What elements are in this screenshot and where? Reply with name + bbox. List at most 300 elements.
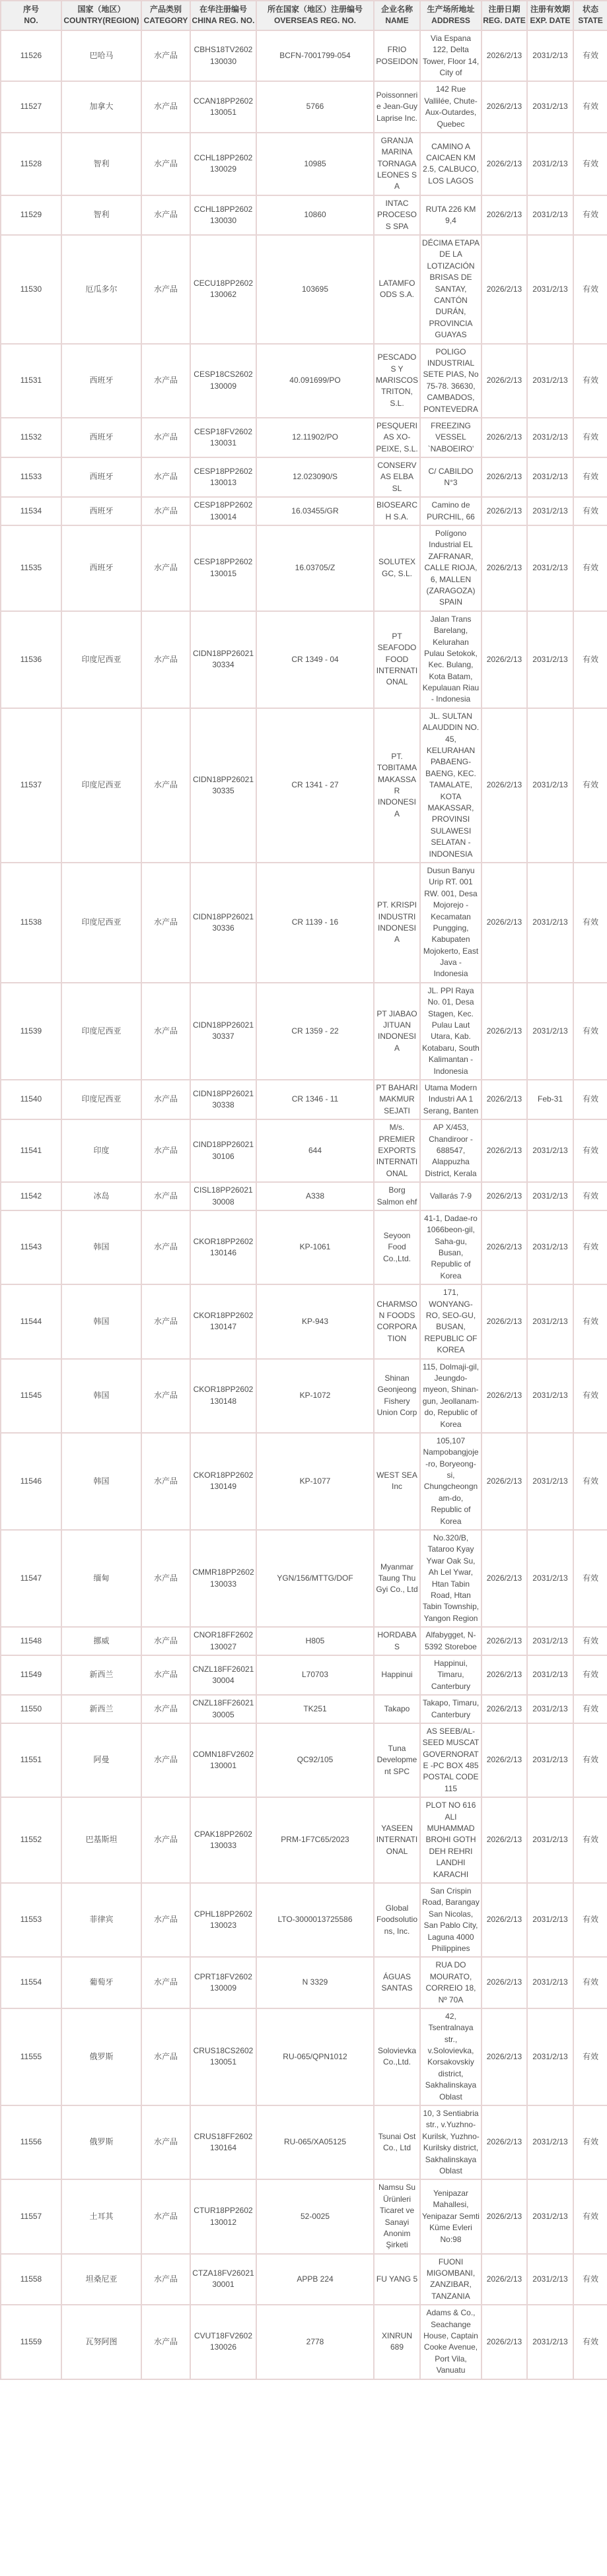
cell-category: 水产品	[141, 81, 190, 133]
cell-exp-date: Feb-31	[527, 1080, 573, 1119]
cell-no: 11558	[1, 2254, 61, 2305]
cell-no: 11533	[1, 457, 61, 497]
cell-exp-date: 2031/2/13	[527, 1723, 573, 1797]
cell-state: 有效	[573, 344, 607, 418]
cell-country: 巴基斯坦	[61, 1797, 141, 1883]
cell-address: FUONI MIGOMBANI, ZANZIBAR, TANZANIA	[420, 2254, 482, 2305]
cell-exp-date: 2031/2/13	[527, 30, 573, 82]
table-row	[1, 525, 607, 611]
cell-exp-date: 2031/2/13	[527, 1530, 573, 1627]
cell-country: 西班牙	[61, 457, 141, 497]
table-row	[1, 1883, 607, 1957]
cell-country: 加拿大	[61, 81, 141, 133]
cell-exp-date: 2031/2/13	[527, 1359, 573, 1433]
cell-reg-date: 2026/2/13	[482, 235, 527, 344]
cell-reg-date: 2026/2/13	[482, 418, 527, 457]
cell-country: 俄罗斯	[61, 2008, 141, 2105]
cell-name: ÁGUAS SANTAS	[374, 1957, 420, 2008]
cell-state: 有效	[573, 2254, 607, 2305]
cell-category: 水产品	[141, 1182, 190, 1210]
cell-address: 42, Tsentralnaya str., v.Solovievka, Korsakovskiy district, Sakhalinskaya Oblast	[420, 2008, 482, 2105]
cell-china-reg-no: CESP18CS2602130009	[190, 344, 256, 418]
cell-category: 水产品	[141, 1723, 190, 1797]
cell-country: 阿曼	[61, 1723, 141, 1797]
cell-china-reg-no: CKOR18PP2602130149	[190, 1433, 256, 1530]
cell-no: 11545	[1, 1359, 61, 1433]
cell-exp-date: 2031/2/13	[527, 81, 573, 133]
cell-state: 有效	[573, 2305, 607, 2379]
cell-exp-date: 2031/2/13	[527, 1210, 573, 1284]
cell-state: 有效	[573, 1530, 607, 1627]
cell-reg-date: 2026/2/13	[482, 195, 527, 235]
cell-exp-date: 2031/2/13	[527, 195, 573, 235]
cell-address: Utama Modern Industri AA 1 Serang, Banten	[420, 1080, 482, 1119]
cell-no: 11555	[1, 2008, 61, 2105]
cell-overseas-reg-no: 5766	[256, 81, 374, 133]
cell-exp-date: 2031/2/13	[527, 1797, 573, 1883]
header-overseas-reg-no-en: OVERSEAS REG. NO.	[273, 16, 357, 26]
table-row	[1, 133, 607, 195]
cell-overseas-reg-no: APPB 224	[256, 2254, 374, 2305]
cell-address: Adams & Co., Seachange House, Captain Cooke Avenue, Port Vila, Vanuatu	[420, 2305, 482, 2379]
cell-exp-date: 2031/2/13	[527, 344, 573, 418]
cell-state: 有效	[573, 708, 607, 863]
cell-country: 坦桑尼亚	[61, 2254, 141, 2305]
cell-state: 有效	[573, 418, 607, 457]
cell-name: WEST SEA Inc	[374, 1433, 420, 1530]
cell-overseas-reg-no: L70703	[256, 1655, 374, 1695]
cell-category: 水产品	[141, 1433, 190, 1530]
cell-name: PT SEAFODO FOOD INTERNATIONAL	[374, 611, 420, 708]
cell-exp-date: 2031/2/13	[527, 525, 573, 611]
cell-state: 有效	[573, 457, 607, 497]
cell-category: 水产品	[141, 133, 190, 195]
header-country-zh: 国家（地区）	[77, 5, 125, 14]
cell-state: 有效	[573, 1695, 607, 1723]
table-row	[1, 30, 607, 82]
cell-china-reg-no: CIDN18PP2602130334	[190, 611, 256, 708]
cell-no: 11553	[1, 1883, 61, 1957]
cell-state: 有效	[573, 133, 607, 195]
cell-china-reg-no: CISL18PP2602130008	[190, 1182, 256, 1210]
header-category-en: CATEGORY	[143, 16, 188, 26]
cell-china-reg-no: CPRT18FV2602130009	[190, 1957, 256, 2008]
cell-exp-date: 2031/2/13	[527, 1433, 573, 1530]
header-address-en: ADDRESS	[431, 16, 470, 26]
header-name	[374, 1, 420, 30]
cell-address: San Crispin Road, Barangay San Nicolas, San Pablo City, Laguna 4000 Philippines	[420, 1883, 482, 1957]
table-row	[1, 1080, 607, 1119]
cell-category: 水产品	[141, 1695, 190, 1723]
table-row	[1, 235, 607, 344]
table-row	[1, 457, 607, 497]
cell-reg-date: 2026/2/13	[482, 1080, 527, 1119]
cell-address: 115, Dolmaji-gil, Jeungdo-myeon, Shinan-gun, Jeollanam-do, Republic of Korea	[420, 1359, 482, 1433]
cell-china-reg-no: CRUS18CS2602130051	[190, 2008, 256, 2105]
cell-state: 有效	[573, 30, 607, 82]
cell-name: Borg Salmon ehf	[374, 1182, 420, 1210]
cell-name: Seyoon Food Co.,Ltd.	[374, 1210, 420, 1284]
header-exp-date-en: EXP. DATE	[530, 16, 571, 26]
cell-country: 印度	[61, 1119, 141, 1182]
cell-overseas-reg-no: CR 1139 - 16	[256, 863, 374, 983]
table-row	[1, 1797, 607, 1883]
cell-name: INTAC PROCESOS SPA	[374, 195, 420, 235]
header-category-zh: 产品类别	[149, 5, 182, 14]
cell-state: 有效	[573, 983, 607, 1080]
cell-exp-date: 2031/2/13	[527, 1957, 573, 2008]
cell-state: 有效	[573, 497, 607, 525]
cell-china-reg-no: CMMR18PP2602130033	[190, 1530, 256, 1627]
cell-state: 有效	[573, 1655, 607, 1695]
cell-state: 有效	[573, 2008, 607, 2105]
cell-overseas-reg-no: KP-1072	[256, 1359, 374, 1433]
cell-no: 11547	[1, 1530, 61, 1627]
cell-no: 11531	[1, 344, 61, 418]
cell-no: 11548	[1, 1627, 61, 1655]
cell-state: 有效	[573, 1284, 607, 1358]
cell-exp-date: 2031/2/13	[527, 133, 573, 195]
table-row	[1, 1530, 607, 1627]
cell-china-reg-no: CIDN18PP2602130338	[190, 1080, 256, 1119]
cell-china-reg-no: CIDN18PP2602130336	[190, 863, 256, 983]
header-country-en: COUNTRY(REGION)	[63, 16, 139, 26]
cell-category: 水产品	[141, 708, 190, 863]
cell-exp-date: 2031/2/13	[527, 1119, 573, 1182]
header-china-reg-no-zh: 在华注册编号	[199, 5, 247, 14]
cell-overseas-reg-no: BCFN-7001799-054	[256, 30, 374, 82]
cell-reg-date: 2026/2/13	[482, 525, 527, 611]
table-row	[1, 1627, 607, 1655]
cell-country: 西班牙	[61, 525, 141, 611]
cell-overseas-reg-no: CR 1341 - 27	[256, 708, 374, 863]
cell-address: RUA DO MOURATO, CORREIO 18, Nº 70A	[420, 1957, 482, 2008]
cell-overseas-reg-no: RU-065/XA05125	[256, 2105, 374, 2179]
cell-no: 11543	[1, 1210, 61, 1284]
cell-reg-date: 2026/2/13	[482, 30, 527, 82]
cell-country: 瓦努阿图	[61, 2305, 141, 2379]
cell-overseas-reg-no: KP-943	[256, 1284, 374, 1358]
cell-address: Vallarás 7-9	[420, 1182, 482, 1210]
cell-no: 11534	[1, 497, 61, 525]
cell-overseas-reg-no: TK251	[256, 1695, 374, 1723]
cell-overseas-reg-no: PRM-1F7C65/2023	[256, 1797, 374, 1883]
header-overseas-reg-no-zh: 所在国家（地区）注册编号	[267, 5, 363, 14]
cell-country: 韩国	[61, 1210, 141, 1284]
cell-name: Happinui	[374, 1655, 420, 1695]
cell-state: 有效	[573, 1119, 607, 1182]
cell-address: DÉCIMA ETAPA DE LA LOTIZACIÓN BRISAS DE SANTAY, CANTÓN DURÁN, PROVINCIA GUAYAS	[420, 235, 482, 344]
cell-overseas-reg-no: 2778	[256, 2305, 374, 2379]
cell-name: PT. TOBITAMA MAKASSAR INDONESIA	[374, 708, 420, 863]
cell-no: 11532	[1, 418, 61, 457]
header-reg-date-zh: 注册日期	[488, 5, 520, 14]
cell-no: 11556	[1, 2105, 61, 2179]
cell-reg-date: 2026/2/13	[482, 1284, 527, 1358]
cell-overseas-reg-no: LTO-3000013725586	[256, 1883, 374, 1957]
cell-country: 新西兰	[61, 1695, 141, 1723]
cell-no: 11530	[1, 235, 61, 344]
cell-state: 有效	[573, 2179, 607, 2253]
cell-no: 11552	[1, 1797, 61, 1883]
cell-reg-date: 2026/2/13	[482, 2305, 527, 2379]
cell-category: 水产品	[141, 1627, 190, 1655]
cell-address: 105,107 Nampobangjoje-ro, Boryeong-si, Chungcheongnam-do, Republic of Korea	[420, 1433, 482, 1530]
header-china-reg-no-en: CHINA REG. NO.	[192, 16, 255, 26]
cell-reg-date: 2026/2/13	[482, 1883, 527, 1957]
cell-state: 有效	[573, 235, 607, 344]
cell-china-reg-no: CNZL18FF2602130004	[190, 1655, 256, 1695]
cell-no: 11526	[1, 30, 61, 82]
cell-overseas-reg-no: KP-1077	[256, 1433, 374, 1530]
table-row	[1, 1695, 607, 1723]
table-row	[1, 497, 607, 525]
cell-overseas-reg-no: CR 1359 - 22	[256, 983, 374, 1080]
cell-china-reg-no: CCHL18PP2602130030	[190, 195, 256, 235]
cell-exp-date: 2031/2/13	[527, 457, 573, 497]
header-address	[420, 1, 482, 30]
header-category	[141, 1, 190, 30]
cell-china-reg-no: CCHL18PP2602130029	[190, 133, 256, 195]
cell-name: PESCADOS Y MARISCOS TRITON, S.L.	[374, 344, 420, 418]
cell-exp-date: 2031/2/13	[527, 1883, 573, 1957]
cell-reg-date: 2026/2/13	[482, 1627, 527, 1655]
cell-address: Yenipazar Mahallesi, Yenipazar Semti Küme Evleri No:98	[420, 2179, 482, 2253]
cell-country: 厄瓜多尔	[61, 235, 141, 344]
cell-exp-date: 2031/2/13	[527, 2105, 573, 2179]
cell-country: 印度尼西亚	[61, 611, 141, 708]
cell-address: Happinui, Timaru, Canterbury	[420, 1655, 482, 1695]
header-state	[573, 1, 607, 30]
cell-china-reg-no: CIDN18PP2602130337	[190, 983, 256, 1080]
cell-category: 水产品	[141, 1119, 190, 1182]
cell-no: 11541	[1, 1119, 61, 1182]
cell-country: 印度尼西亚	[61, 863, 141, 983]
cell-overseas-reg-no: 52-0025	[256, 2179, 374, 2253]
cell-overseas-reg-no: YGN/156/MTTG/DOF	[256, 1530, 374, 1627]
cell-category: 水产品	[141, 2179, 190, 2253]
cell-no: 11550	[1, 1695, 61, 1723]
cell-reg-date: 2026/2/13	[482, 1797, 527, 1883]
cell-overseas-reg-no: 16.03705/Z	[256, 525, 374, 611]
table-row	[1, 344, 607, 418]
cell-state: 有效	[573, 1627, 607, 1655]
cell-name: Poissonnerie Jean-Guy Laprise Inc.	[374, 81, 420, 133]
cell-china-reg-no: CTZA18FV2602130001	[190, 2254, 256, 2305]
cell-country: 冰岛	[61, 1182, 141, 1210]
header-state-en: STATE	[578, 16, 603, 26]
cell-reg-date: 2026/2/13	[482, 497, 527, 525]
cell-reg-date: 2026/2/13	[482, 983, 527, 1080]
cell-category: 水产品	[141, 235, 190, 344]
cell-country: 西班牙	[61, 344, 141, 418]
cell-address: POLIGO INDUSTRIAL SETE PIAS, No 75-78. 36630, CAMBADOS, PONTEVEDRA	[420, 344, 482, 418]
cell-address: Polígono Industrial EL ZAFRANAR, CALLE RIOJA, 6, MALLEN (ZARAGOZA) SPAIN	[420, 525, 482, 611]
cell-no: 11537	[1, 708, 61, 863]
cell-reg-date: 2026/2/13	[482, 2008, 527, 2105]
cell-overseas-reg-no: 12.023090/S	[256, 457, 374, 497]
cell-exp-date: 2031/2/13	[527, 2008, 573, 2105]
cell-china-reg-no: CCAN18PP2602130051	[190, 81, 256, 133]
cell-overseas-reg-no: 12.11902/PO	[256, 418, 374, 457]
cell-reg-date: 2026/2/13	[482, 81, 527, 133]
header-overseas-reg-no	[256, 1, 374, 30]
cell-no: 11535	[1, 525, 61, 611]
cell-category: 水产品	[141, 1080, 190, 1119]
cell-category: 水产品	[141, 1359, 190, 1433]
cell-country: 西班牙	[61, 418, 141, 457]
cell-reg-date: 2026/2/13	[482, 1433, 527, 1530]
cell-reg-date: 2026/2/13	[482, 863, 527, 983]
cell-category: 水产品	[141, 611, 190, 708]
cell-name: HORDABAS	[374, 1627, 420, 1655]
cell-no: 11540	[1, 1080, 61, 1119]
table-row	[1, 2305, 607, 2379]
cell-no: 11536	[1, 611, 61, 708]
cell-state: 有效	[573, 611, 607, 708]
cell-china-reg-no: CKOR18PP2602130147	[190, 1284, 256, 1358]
cell-name: Global Foodsolutions, Inc.	[374, 1883, 420, 1957]
table-row	[1, 863, 607, 983]
cell-state: 有效	[573, 1723, 607, 1797]
cell-country: 巴哈马	[61, 30, 141, 82]
header-reg-date-en: REG. DATE	[483, 16, 526, 26]
table-row	[1, 1359, 607, 1433]
cell-address: CAMINO A CAICAEN KM 2.5, CALBUCO, LOS LAGOS	[420, 133, 482, 195]
cell-exp-date: 2031/2/13	[527, 418, 573, 457]
cell-country: 西班牙	[61, 497, 141, 525]
cell-exp-date: 2031/2/13	[527, 1655, 573, 1695]
cell-state: 有效	[573, 1080, 607, 1119]
cell-overseas-reg-no: A338	[256, 1182, 374, 1210]
cell-category: 水产品	[141, 30, 190, 82]
cell-reg-date: 2026/2/13	[482, 1723, 527, 1797]
cell-reg-date: 2026/2/13	[482, 708, 527, 863]
header-country	[61, 1, 141, 30]
table-row	[1, 2105, 607, 2179]
cell-name: PT BAHARI MAKMUR SEJATI	[374, 1080, 420, 1119]
cell-country: 菲律宾	[61, 1883, 141, 1957]
cell-category: 水产品	[141, 525, 190, 611]
cell-no: 11551	[1, 1723, 61, 1797]
cell-overseas-reg-no: QC92/105	[256, 1723, 374, 1797]
cell-no: 11559	[1, 2305, 61, 2379]
header-no-en: NO.	[24, 16, 38, 26]
cell-category: 水产品	[141, 497, 190, 525]
cell-china-reg-no: CBHS18TV2602130030	[190, 30, 256, 82]
cell-address: FREEZING VESSEL `NABOEIRO'	[420, 418, 482, 457]
cell-country: 葡萄牙	[61, 1957, 141, 2008]
cell-exp-date: 2031/2/13	[527, 708, 573, 863]
table-row	[1, 611, 607, 708]
cell-address: PLOT NO 616 ALI MUHAMMAD BROHI GOTH DEH REHRI LANDHI KARACHI	[420, 1797, 482, 1883]
cell-reg-date: 2026/2/13	[482, 2254, 527, 2305]
cell-country: 挪威	[61, 1627, 141, 1655]
header-reg-date	[482, 1, 527, 30]
cell-name: PT. KRISPI INDUSTRI INDONESIA	[374, 863, 420, 983]
cell-overseas-reg-no: KP-1061	[256, 1210, 374, 1284]
table-row	[1, 2008, 607, 2105]
cell-exp-date: 2031/2/13	[527, 983, 573, 1080]
cell-overseas-reg-no: N 3329	[256, 1957, 374, 2008]
cell-name: FRIO POSEIDON	[374, 30, 420, 82]
cell-address: Dusun Banyu Urip RT. 001 RW. 001, Desa Mojorejo - Kecamatan Pungging, Kabupaten Mojokerto, East Java - Indonesia	[420, 863, 482, 983]
cell-no: 11544	[1, 1284, 61, 1358]
cell-exp-date: 2031/2/13	[527, 1182, 573, 1210]
cell-category: 水产品	[141, 2008, 190, 2105]
cell-exp-date: 2031/2/13	[527, 2305, 573, 2379]
table-row	[1, 1210, 607, 1284]
cell-reg-date: 2026/2/13	[482, 1119, 527, 1182]
cell-no: 11529	[1, 195, 61, 235]
cell-name: CONSERVAS ELBA SL	[374, 457, 420, 497]
cell-china-reg-no: CKOR18PP2602130148	[190, 1359, 256, 1433]
cell-country: 智利	[61, 195, 141, 235]
cell-overseas-reg-no: 103695	[256, 235, 374, 344]
cell-china-reg-no: CVUT18FV2602130026	[190, 2305, 256, 2379]
header-no	[1, 1, 61, 30]
table-body	[1, 30, 607, 2379]
table-row	[1, 708, 607, 863]
cell-category: 水产品	[141, 983, 190, 1080]
cell-no: 11538	[1, 863, 61, 983]
cell-exp-date: 2031/2/13	[527, 497, 573, 525]
cell-china-reg-no: CESP18PP2602130013	[190, 457, 256, 497]
cell-china-reg-no: CESP18PP2602130015	[190, 525, 256, 611]
cell-china-reg-no: CNOR18FF2602130027	[190, 1627, 256, 1655]
cell-address: Via Espana 122, Delta Tower, Floor 14, City of	[420, 30, 482, 82]
cell-name: Namsu Su Ürünleri Ticaret ve Sanayi Anonim Şirketi	[374, 2179, 420, 2253]
cell-china-reg-no: CNZL18FF2602130005	[190, 1695, 256, 1723]
cell-overseas-reg-no: RU-065/QPN1012	[256, 2008, 374, 2105]
cell-name: LATAMFOODS S.A.	[374, 235, 420, 344]
cell-china-reg-no: CIND18PP2602130106	[190, 1119, 256, 1182]
table-row	[1, 2254, 607, 2305]
cell-china-reg-no: CECU18PP2602130062	[190, 235, 256, 344]
table-row	[1, 418, 607, 457]
cell-address: Alfabygget, N-5392 Storeboe	[420, 1627, 482, 1655]
header-state-zh: 状态	[582, 5, 598, 14]
cell-reg-date: 2026/2/13	[482, 1182, 527, 1210]
cell-category: 水产品	[141, 1883, 190, 1957]
table-header	[1, 1, 607, 30]
cell-category: 水产品	[141, 2254, 190, 2305]
cell-china-reg-no: COMN18FV2602130001	[190, 1723, 256, 1797]
cell-reg-date: 2026/2/13	[482, 2179, 527, 2253]
cell-exp-date: 2031/2/13	[527, 1284, 573, 1358]
cell-reg-date: 2026/2/13	[482, 457, 527, 497]
cell-name: CHARMSON FOODS CORPORATION	[374, 1284, 420, 1358]
cell-address: RUTA 226 KM 9,4	[420, 195, 482, 235]
header-exp-date	[527, 1, 573, 30]
cell-category: 水产品	[141, 863, 190, 983]
cell-name: Tsunai Ost Co., Ltd	[374, 2105, 420, 2179]
cell-no: 11546	[1, 1433, 61, 1530]
cell-exp-date: 2031/2/13	[527, 1627, 573, 1655]
cell-china-reg-no: CRUS18FF2602130164	[190, 2105, 256, 2179]
cell-address: C/ CABILDO N°3	[420, 457, 482, 497]
header-name-en: NAME	[385, 16, 409, 26]
cell-exp-date: 2031/2/13	[527, 2179, 573, 2253]
cell-china-reg-no: CPHL18PP2602130023	[190, 1883, 256, 1957]
cell-category: 水产品	[141, 1210, 190, 1284]
cell-reg-date: 2026/2/13	[482, 1655, 527, 1695]
cell-china-reg-no: CPAK18PP2602130033	[190, 1797, 256, 1883]
cell-category: 水产品	[141, 1957, 190, 2008]
table-row	[1, 1284, 607, 1358]
cell-no: 11549	[1, 1655, 61, 1695]
cell-state: 有效	[573, 195, 607, 235]
